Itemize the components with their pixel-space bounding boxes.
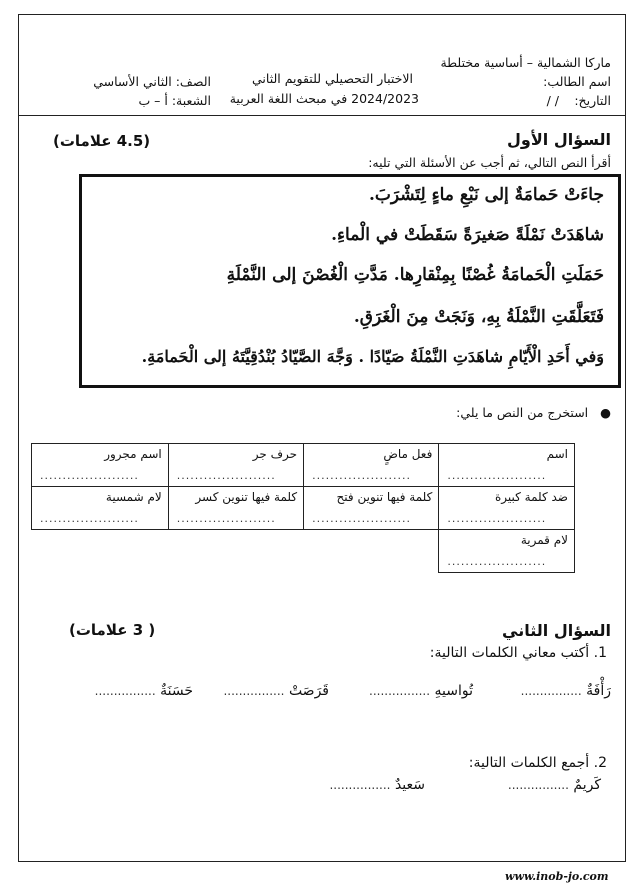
meaning-item: قَرَصَتْ ................ [223,683,329,699]
school-name: ماركا الشمالية – أساسية مختلطة [440,55,611,70]
q1-bullet [456,405,611,420]
table-cell: اسم مجرور ...................... [32,444,169,487]
plural-item: سَعيدٌ ................ [329,777,425,793]
meaning-item: تُواسيهِ ................ [369,683,473,699]
passage-line: جاءَتْ حَمامَةٌ إلى نَبْعِ ماءٍ لِتَشْرَبَ. [368,185,604,205]
student-name-label: اسم الطالب: [543,74,611,89]
passage-line: حَمَلَتِ الْحَمامَةُ غُصْنًا بِمِنْقارِها. مَدَّتِ الْغُصْنَ إلى النَّمْلَةِ [226,265,604,285]
table-cell: فعل ماضٍ ...................... [304,444,439,487]
passage-box [79,174,621,388]
q1-instruction: أقرأ النص التالي، ثم أجب عن الأسئلة التي تليه: [368,155,611,170]
website-watermark: www.inob-jo.com [505,870,609,883]
q1-bullet-text: استخرج من النص ما يلي: [456,405,589,420]
header-divider [19,115,625,116]
passage-line: وَفي أَحَدِ الْأَيّامِ شاهَدَتِ النَّمْلَةُ صَيّادًا . وَجَّهَ الصَّيّادُ بُنْدُقِيَّتَهُ إلى الْحَمامَةِ. [141,347,604,366]
exam-title: الاختبار التحصيلي للتقويم الثاني [252,71,413,86]
passage-line: فَتَعَلَّقَتِ النَّمْلَةُ بِهِ، وَنَجَتْ مِنَ الْغَرَقِ. [353,307,604,327]
meaning-item: حَسَنَةٌ ................ [94,683,193,699]
table-cell: كلمة فيها تنوين فتح ...................... [304,487,439,530]
table-cell: لام شمسية ...................... [32,487,169,530]
bullet-icon: ● [600,405,611,420]
q1-title: السؤال الأول [507,130,611,149]
q1-marks: (4.5 علامات) [53,132,151,150]
date-label: التاريخ: [574,93,611,108]
table-cell: حرف جر ...................... [168,444,303,487]
table-cell: كلمة فيها تنوين كسر ...................... [168,487,303,530]
table-cell: لام قمرية ...................... [439,530,575,573]
exam-subtitle: 2024/2023 في مبحث اللغة العربية [229,91,419,106]
exam-sheet [18,14,626,862]
q2-title: السؤال الثاني [502,621,611,640]
table-row [32,487,575,530]
passage-line: شاهَدَتْ نَمْلَةً صَغيرَةً سَقَطَتْ في الْماءِ. [331,225,604,245]
meaning-item: رَأْفَةٌ ................ [520,683,611,699]
table-cell: ضد كلمة كبيرة ...................... [439,487,575,530]
table-cell: اسم ...................... [439,444,575,487]
q2-marks: ( 3 علامات) [69,621,156,639]
q2-item1: 1. أكتب معاني الكلمات التالية: [429,645,607,661]
plural-item: كَريمٌ ................ [507,777,601,793]
extraction-table [31,443,575,573]
table-row [32,530,575,573]
date-slashes: / / [546,93,559,108]
section-label: الشعبة: أ – ب [138,93,211,108]
table-row [32,444,575,487]
grade-label: الصف: الثاني الأساسي [93,74,211,89]
q2-item2: 2. أجمع الكلمات التالية: [468,755,607,771]
